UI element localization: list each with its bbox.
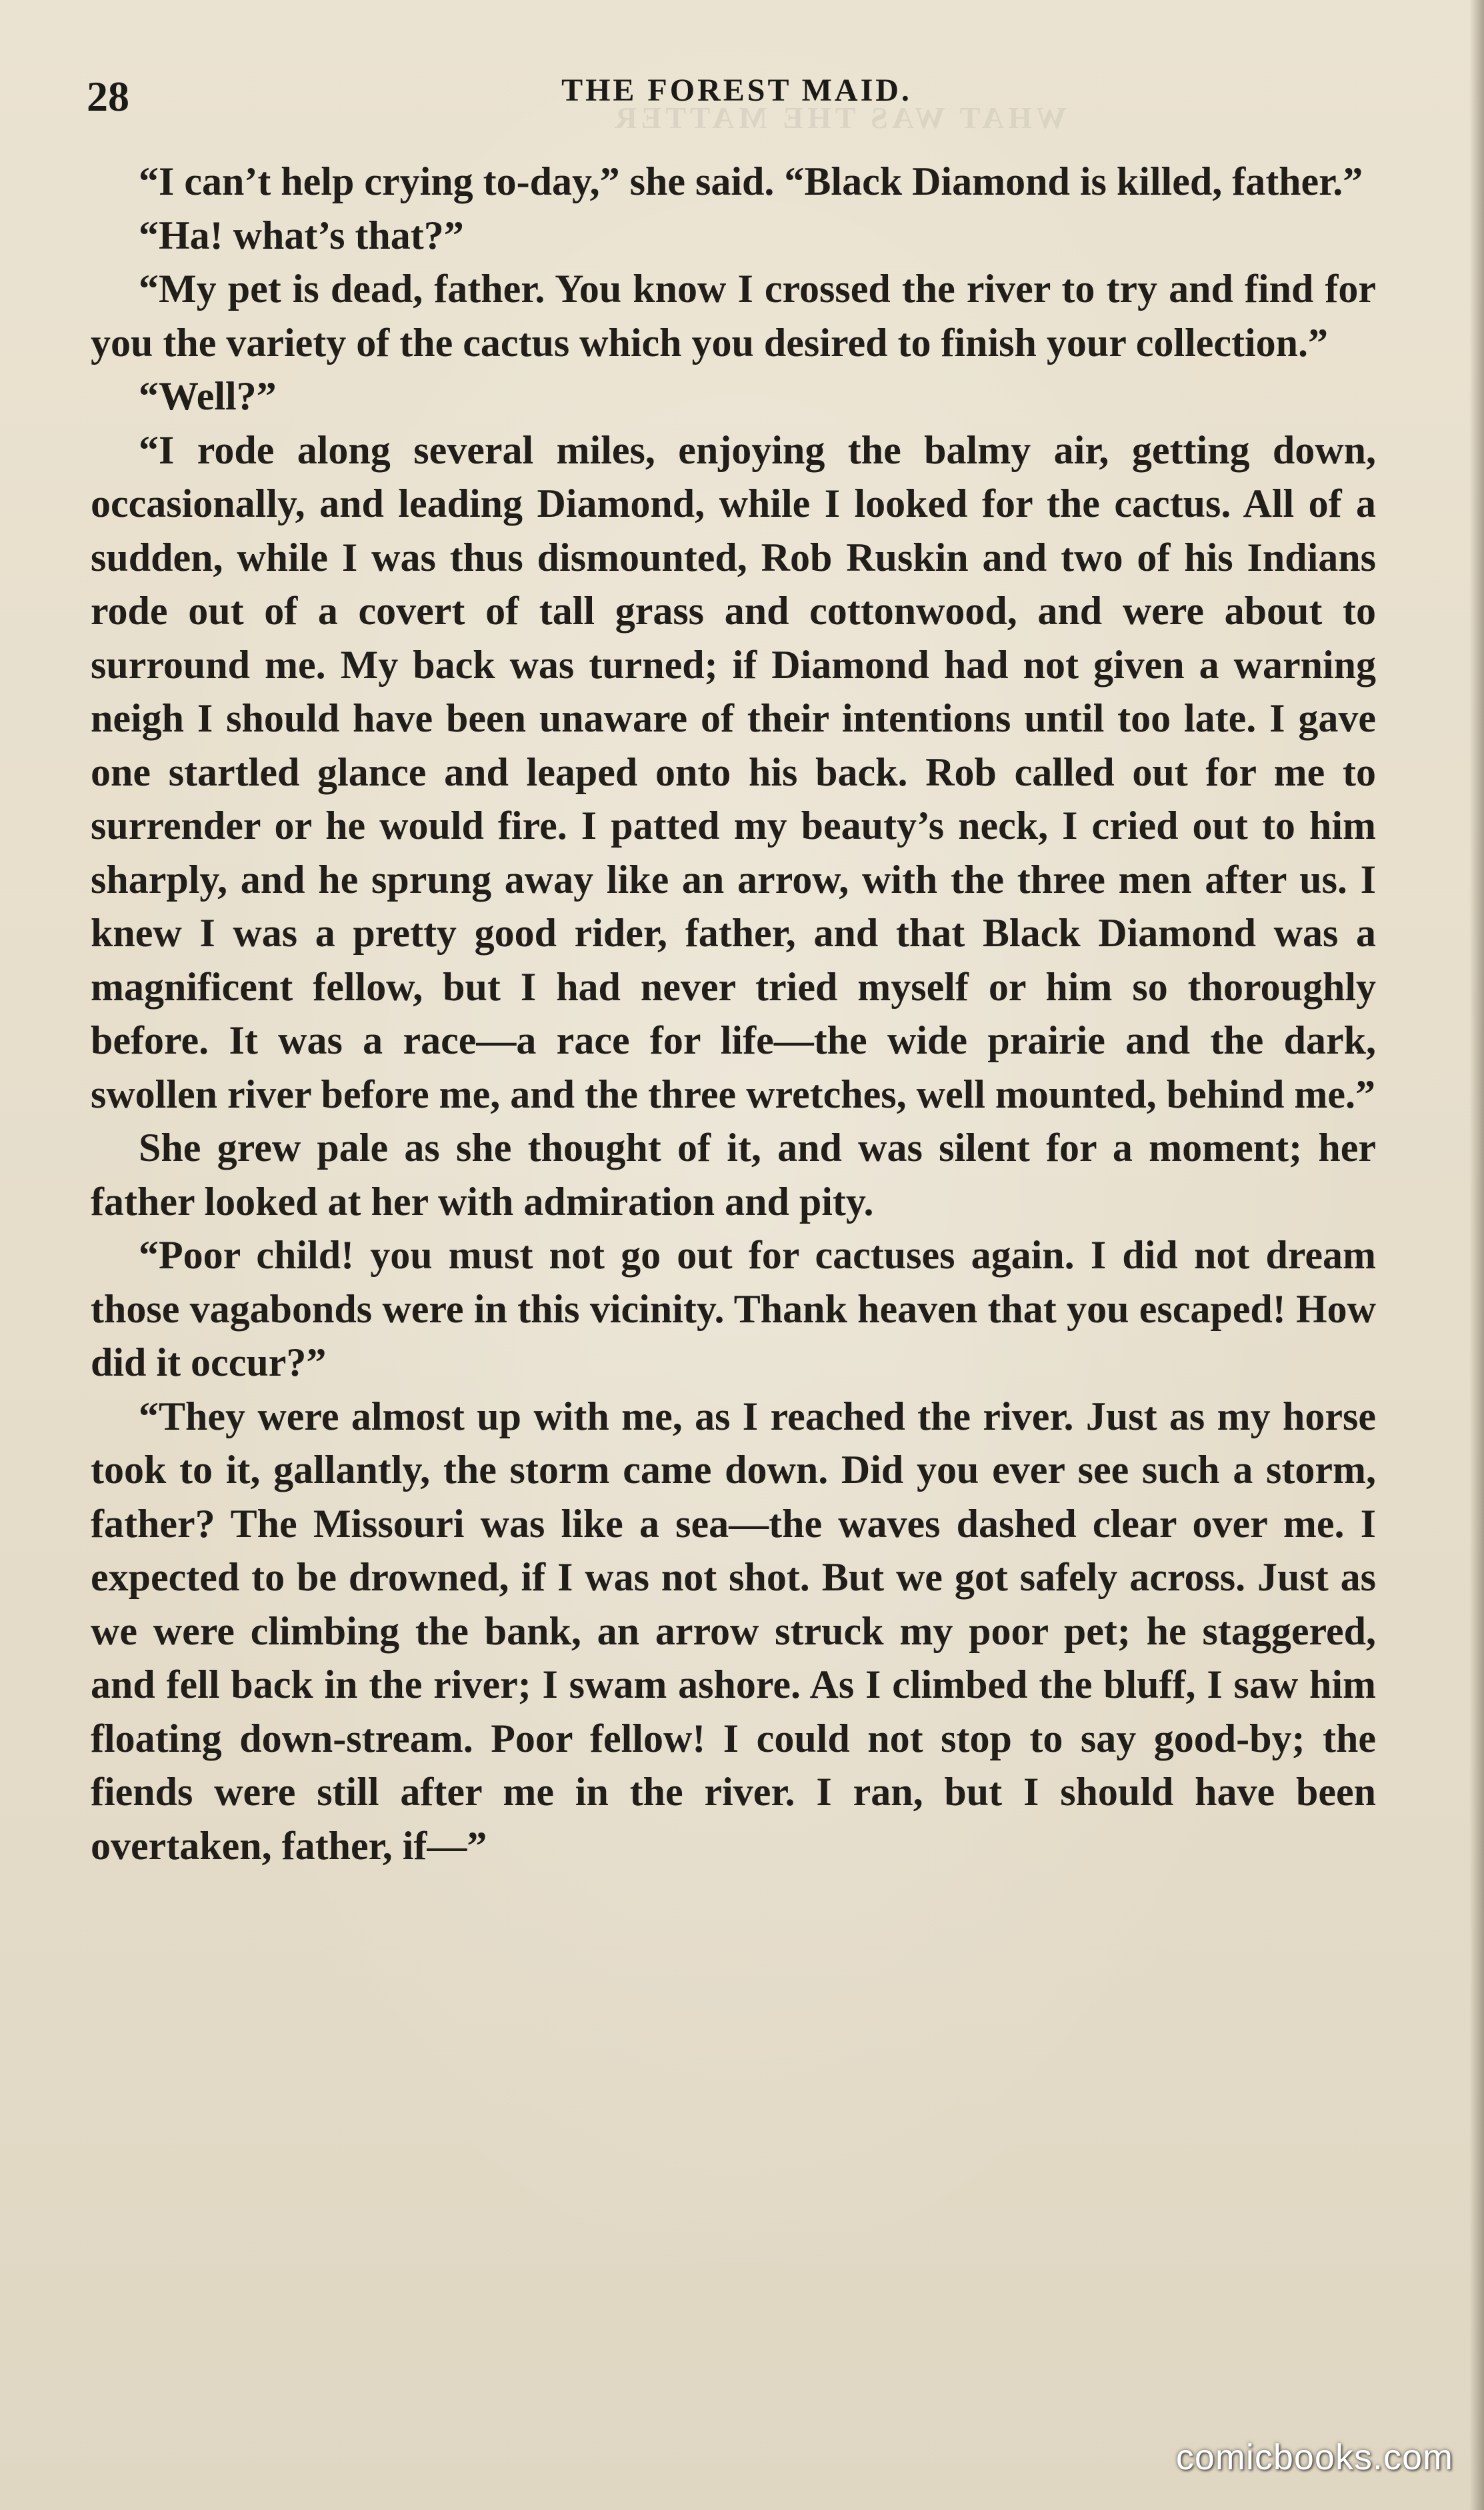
paragraph: She grew pale as she thought of it, and was silent for a moment; her father looked at her with admiration and pity. (91, 1126, 1376, 1224)
paragraph: “My pet is dead, father. You know I crossed the river to try and find for you the variety of the cactus which you desired to finish your collection.” (91, 267, 1376, 365)
show-through-text: WHAT WAS THE MATTER (611, 101, 1067, 135)
page-number: 28 (87, 73, 129, 120)
paragraph: “I can’t help crying to-day,” she said. “Black Diamond is killed, father.” (139, 159, 1363, 203)
paragraph: “I rode along several miles, enjoying the balmy air, getting down, occasionally, and leading Diamond, while I looked for the cactus. All of a sudden, while I was thus dismounted, Rob Ruskin and two of his Indians rode out of a covert of tall grass and cottonwood, and were about to surround me. My back was turned; if Diamond had not given a warning neigh I should have been unaware of their intentions until too late. I gave one startled glance and leaped onto his back. Rob called out for me to surrender or he would fire. I patted my beauty’s neck, I cried out to him sharply, and he sprung away like an arrow, with the three men after us. I knew I was a pretty good rider, father, and that Black Diamond was a magnificent fellow, but I had never tried myself or him so thoroughly before. It was a race—a race for life—the wide prairie and the dark, swollen river before me, and the three wretches, well mounted, behind me.” (91, 427, 1376, 1116)
book-title: THE FOREST MAID. (561, 73, 912, 108)
watermark: comicbooks.com (1175, 2437, 1453, 2477)
body-text (91, 155, 1376, 1872)
paragraph: “Ha! what’s that?” (139, 213, 464, 257)
paragraph: “Well?” (139, 374, 277, 418)
paragraph: “They were almost up with me, as I reached the river. Just as my horse took to it, gallantly, the storm came down. Did you ever see such a storm, father? The Missouri was like a sea—the waves dashed clear over me. I expected to be drowned, if I was not shot. But we got safely across. Just as we were climbing the bank, an arrow struck my poor pet; he staggered, and fell back in the river; I swam ashore. As I climbed the bluff, I saw him floating down-stream. Poor fellow! I could not stop to say good-by; the fiends were still after me in the river. I ran, but I should have been overtaken, father, if—” (91, 1394, 1376, 1868)
paragraph: “Poor child! you must not go out for cactuses again. I did not dream those vagabonds were in this vicinity. Thank heaven that you escaped! How did it occur?” (91, 1233, 1376, 1384)
